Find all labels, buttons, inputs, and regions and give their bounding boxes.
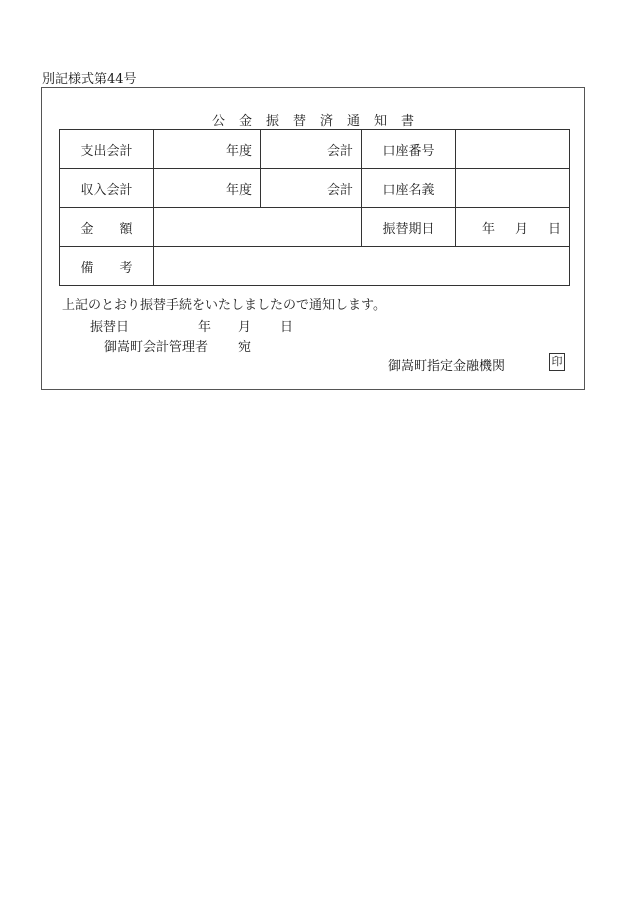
- remarks-label-char-1: 備: [80, 260, 94, 276]
- designated-bank: 御嵩町指定金融機関: [388, 359, 506, 374]
- table-row-expenditure: [60, 130, 570, 169]
- amount-label: [60, 208, 154, 247]
- remarks-label: [60, 247, 154, 286]
- table-row-amount: [60, 208, 570, 247]
- addressee-name: 御嵩町会計管理者: [104, 340, 209, 355]
- amount-label-char-2: 額: [119, 221, 133, 237]
- form-title: 公金振替済通知書: [211, 114, 428, 129]
- revenue-account[interactable]: 会計: [261, 169, 362, 208]
- expenditure-account-label: 支出会計: [60, 130, 154, 169]
- table-row-revenue: [60, 169, 570, 208]
- transfer-date-month: 月: [238, 320, 252, 335]
- account-number-field[interactable]: [456, 130, 570, 169]
- transfer-period-label: 振替期日: [362, 208, 456, 247]
- expenditure-fiscal-year[interactable]: 年度: [154, 130, 261, 169]
- notice-form: [41, 87, 585, 390]
- form-number: 別記様式第44号: [42, 72, 137, 87]
- amount-field[interactable]: [154, 208, 362, 247]
- revenue-account-label: 収入会計: [60, 169, 154, 208]
- transfer-date-year: 年: [198, 320, 212, 335]
- transfer-date: [90, 316, 294, 335]
- amount-label-char-1: 金: [80, 221, 94, 237]
- remarks-field[interactable]: [154, 247, 570, 286]
- transfer-period-month: 月: [514, 221, 528, 237]
- account-number-label: 口座番号: [362, 130, 456, 169]
- transfer-period-year: 年: [481, 221, 495, 237]
- account-holder-label: 口座名義: [362, 169, 456, 208]
- seal-mark: 印: [549, 353, 565, 371]
- addressee-suffix: 宛: [238, 340, 252, 355]
- transfer-period-field[interactable]: [456, 208, 570, 247]
- transfer-table: [59, 129, 570, 286]
- account-holder-field[interactable]: [456, 169, 570, 208]
- addressee: [104, 336, 252, 355]
- transfer-date-label: 振替日: [90, 320, 130, 335]
- revenue-fiscal-year[interactable]: 年度: [154, 169, 261, 208]
- transfer-date-day: 日: [280, 320, 294, 335]
- remarks-label-char-2: 考: [119, 260, 133, 276]
- table-row-remarks: [60, 247, 570, 286]
- transfer-period-day: 日: [547, 221, 561, 237]
- expenditure-account[interactable]: 会計: [261, 130, 362, 169]
- notice-statement: 上記のとおり振替手続をいたしましたので通知します。: [62, 298, 386, 313]
